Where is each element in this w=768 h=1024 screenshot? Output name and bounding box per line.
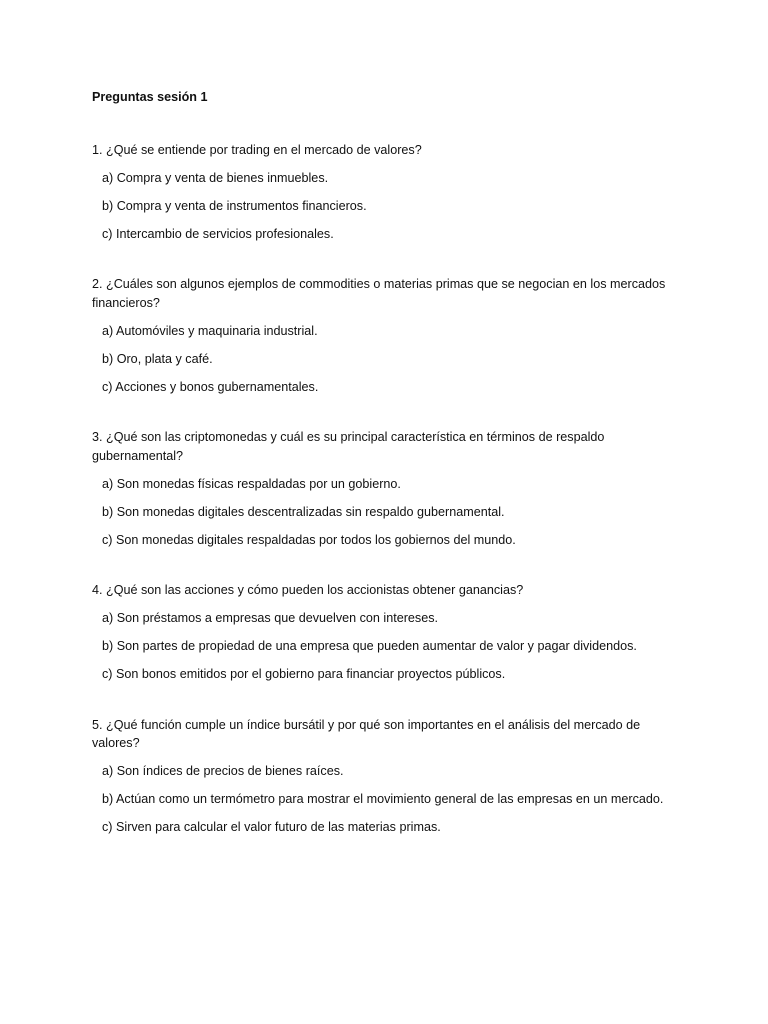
question-1 bbox=[92, 141, 682, 244]
question-text: 2. ¿Cuáles son algunos ejemplos de commodities o materias primas que se negocian en los mercados financieros? bbox=[92, 277, 666, 310]
option-c: c) Acciones y bonos gubernamentales. bbox=[102, 379, 319, 394]
option-c: c) Sirven para calcular el valor futuro de las materias primas. bbox=[102, 820, 441, 834]
question-text: 4. ¿Qué son las acciones y cómo pueden los accionistas obtener ganancias? bbox=[92, 583, 524, 597]
option-c: c) Son monedas digitales respaldadas por todos los gobiernos del mundo. bbox=[102, 532, 516, 547]
option-a: a) Compra y venta de bienes inmuebles. bbox=[102, 170, 329, 185]
option-a: a) Automóviles y maquinaria industrial. bbox=[102, 323, 318, 338]
option-b: b) Son partes de propiedad de una empresa que pueden aumentar de valor y pagar dividendos. bbox=[102, 639, 637, 653]
option-a: a) Son monedas físicas respaldadas por un gobierno. bbox=[102, 476, 401, 491]
option-b: b) Son monedas digitales descentralizadas sin respaldo gubernamental. bbox=[102, 504, 505, 519]
question-4 bbox=[92, 581, 682, 684]
option-b: b) Actúan como un termómetro para mostrar el movimiento general de las empresas en un mercado. bbox=[102, 792, 664, 806]
option-a: a) Son índices de precios de bienes raíces. bbox=[102, 764, 344, 778]
option-c: c) Intercambio de servicios profesionales. bbox=[102, 226, 334, 241]
option-b: b) Oro, plata y café. bbox=[102, 351, 213, 366]
question-3 bbox=[92, 428, 682, 549]
option-b: b) Compra y venta de instrumentos financieros. bbox=[102, 198, 367, 213]
question-text: 5. ¿Qué función cumple un índice bursátil y por qué son importantes en el análisis del mercado de valores? bbox=[92, 717, 641, 750]
option-c: c) Son bonos emitidos por el gobierno para financiar proyectos públicos. bbox=[102, 667, 506, 681]
question-2 bbox=[92, 275, 682, 396]
question-text: 3. ¿Qué son las criptomonedas y cuál es su principal característica en términos de respaldo gubernamental? bbox=[92, 430, 605, 463]
question-5 bbox=[92, 716, 682, 837]
question-text: 1. ¿Qué se entiende por trading en el mercado de valores? bbox=[92, 142, 422, 157]
option-a: a) Son préstamos a empresas que devuelven con intereses. bbox=[102, 611, 439, 625]
document-content bbox=[92, 88, 682, 837]
document-title: Preguntas sesión 1 bbox=[92, 90, 208, 104]
